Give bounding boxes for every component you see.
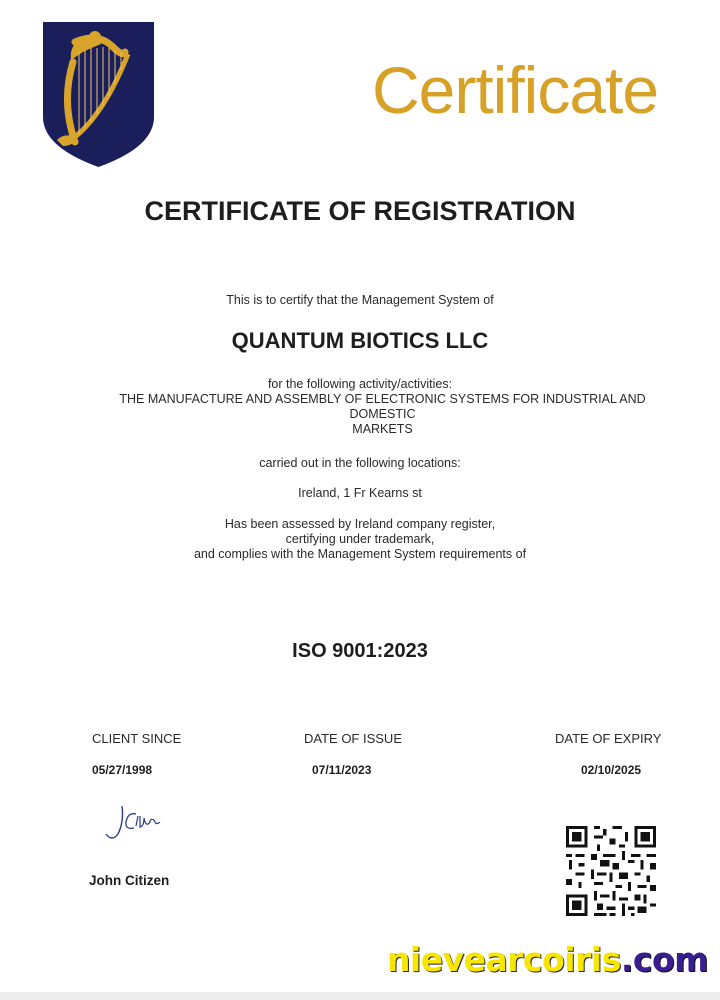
client-since-value: 05/27/1998: [92, 763, 153, 777]
company-name: QUANTUM BIOTICS LLC: [231, 328, 489, 353]
harp-crest-icon: [43, 22, 154, 167]
activity-description: [90, 392, 675, 437]
activity-line: MARKETS: [352, 422, 413, 436]
watermark-domain: .com: [620, 940, 708, 979]
activity-line: DOMESTIC: [349, 407, 416, 421]
client-since-label: CLIENT SINCE: [92, 731, 182, 746]
document-title: CERTIFICATE OF REGISTRATION: [144, 196, 576, 226]
assessment-text: [0, 517, 720, 562]
activity-lead: for the following activity/activities:: [267, 377, 453, 391]
location-address: Ireland, 1 Fr Kearns st: [298, 486, 422, 500]
assessment-line: Has been assessed by Ireland company register,: [224, 517, 496, 531]
date-of-expiry-label: DATE OF EXPIRY: [555, 731, 662, 746]
date-of-expiry-value: 02/10/2025: [581, 763, 642, 777]
watermark-text: [387, 940, 708, 979]
iso-standard: ISO 9001:2023: [292, 640, 428, 662]
locations-lead: carried out in the following locations:: [259, 456, 461, 470]
signer-name: John Citizen: [89, 873, 170, 888]
date-of-issue-value: 07/11/2023: [312, 763, 372, 777]
qr-code-icon: [566, 826, 656, 916]
certificate-heading: Certificate: [372, 53, 659, 127]
handwritten-signature: [100, 800, 170, 848]
date-of-issue-label: DATE OF ISSUE: [304, 731, 402, 746]
assessment-line: and complies with the Management System requirements of: [193, 547, 527, 561]
bottom-edge: [0, 992, 720, 1000]
watermark-name: nievearcoiris: [386, 940, 621, 979]
intro-text: This is to certify that the Management System of: [226, 293, 494, 307]
assessment-line: certifying under trademark,: [285, 532, 435, 546]
activity-line: THE MANUFACTURE AND ASSEMBLY OF ELECTRONIC SYSTEMS FOR INDUSTRIAL AND: [119, 392, 646, 406]
